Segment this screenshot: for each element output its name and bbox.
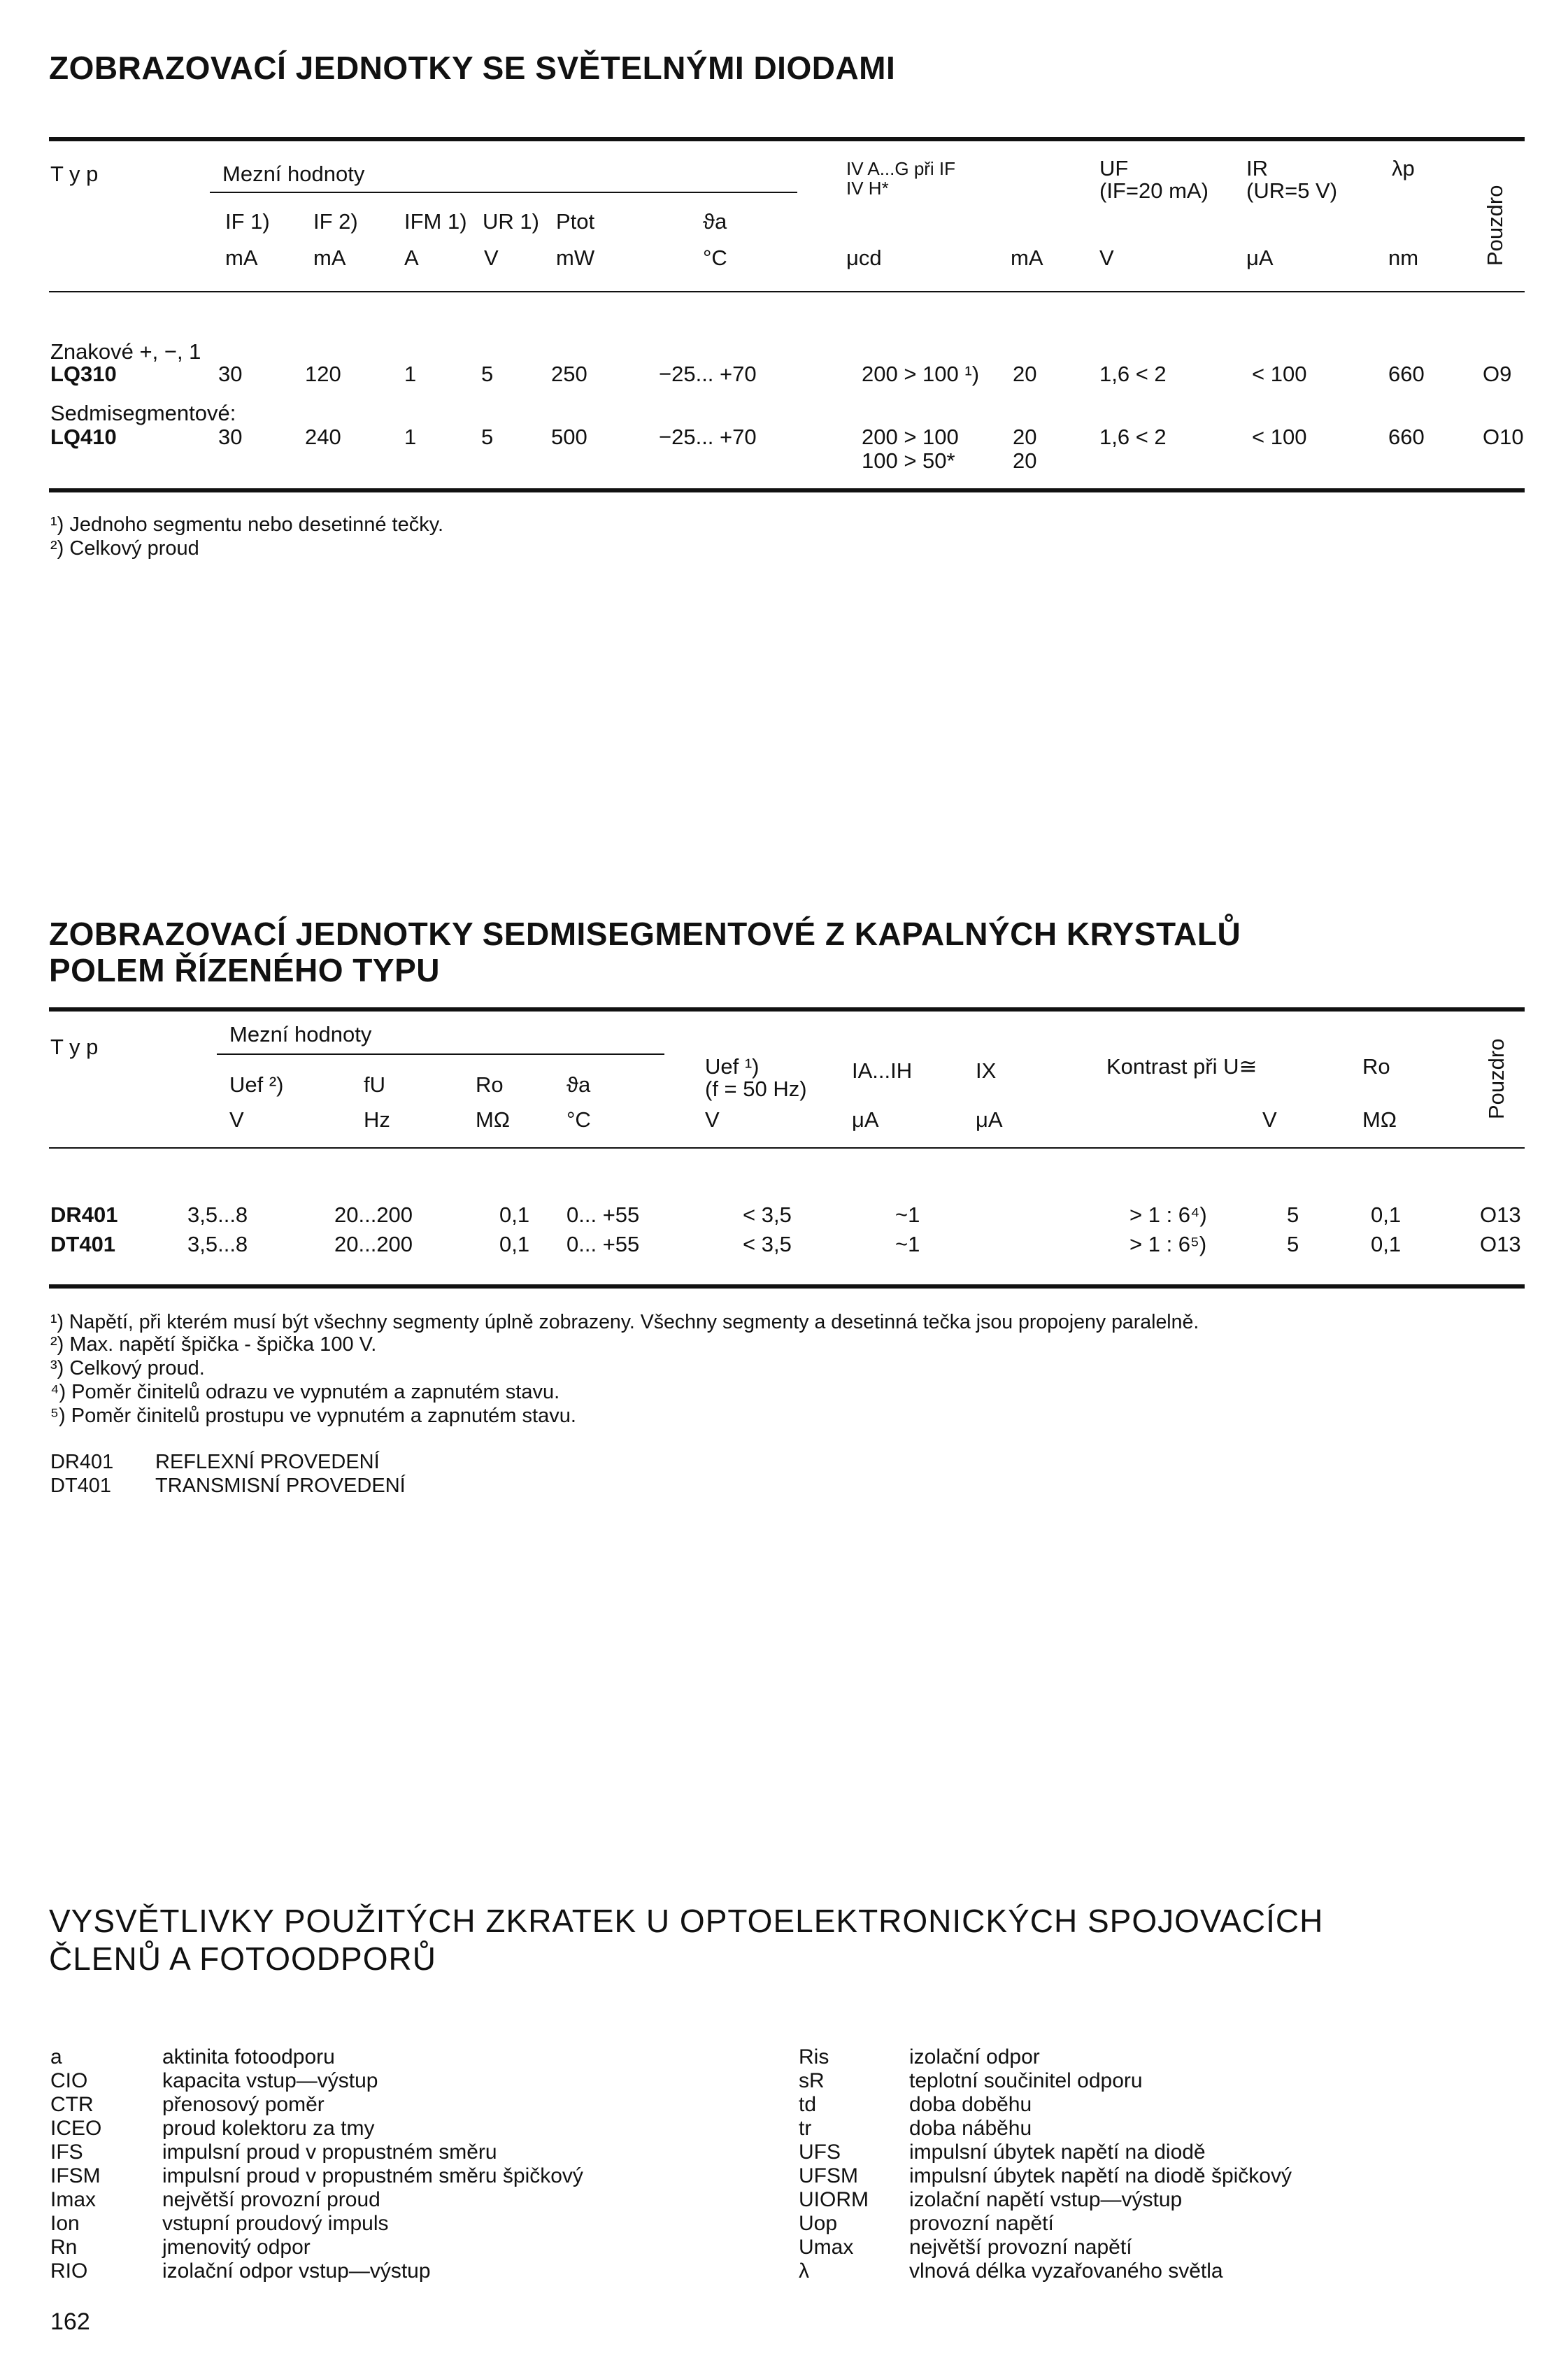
t1-cell: −25... +70 [659,362,757,386]
abbrev-key: UFSM [799,2164,858,2187]
t1-group2: Sedmisegmentové: [50,401,236,425]
t1-header-rule [49,291,1525,292]
abbrev-desc: impulsní úbytek napětí na diodě špičkový [909,2164,1292,2187]
t1-cell: 240 [305,425,341,449]
abbrev-desc: jmenovitý odpor [162,2236,311,2259]
abbrev-desc: izolační napětí vstup—výstup [909,2188,1183,2211]
t1-unit-7: mA [1011,246,1043,270]
t1-sub-if2: IF 2) [313,209,358,234]
t1-cell: 660 [1388,425,1425,449]
t1-header-typ: T y p [50,162,99,186]
t2-header-uef-cond: (f = 50 Hz) [705,1077,807,1101]
t2-header-typ: T y p [50,1035,99,1059]
t1-unit-9: μA [1246,246,1274,270]
t1-cell-extra: 20 [1013,448,1037,473]
t1-cell: 1,6 < 2 [1099,362,1167,386]
abbrev-key: CIO [50,2069,88,2092]
t1-header-pouzdro: Pouzdro [1483,185,1507,266]
t1-cell: 250 [551,362,587,386]
abbrev-desc: kapacita vstup—výstup [162,2069,378,2092]
t2-variant-code: DR401 [50,1451,114,1473]
abbrev-key: UIORM [799,2188,869,2211]
abbrev-key: Rn [50,2236,78,2259]
t1-header-uf: UF [1099,156,1129,180]
abbrev-desc: vlnová délka vyzařovaného světla [909,2259,1223,2283]
t2-cell: 0... +55 [566,1202,640,1227]
t1-cell: 30 [218,425,243,449]
t1-cell: −25... +70 [659,425,757,449]
t1-cell: 200 > 100 [862,425,959,449]
abbrev-desc: největší provozní proud [162,2188,380,2211]
t2-footnote: ³) Celkový proud. [50,1357,205,1379]
t1-cell: 5 [481,425,494,449]
t2-footnote: ¹) Napětí, při kterém musí být všechny segmenty úplně zobrazeny. Všechny segmenty a desetinná tečka jsou propojeny paralelně. [50,1311,1199,1333]
t2-cell: 20...200 [334,1232,413,1256]
t1-cell: 20 [1013,362,1037,386]
t1-header-uf-cond: (IF=20 mA) [1099,178,1209,203]
t1-cell: < 100 [1252,362,1307,386]
abbrev-desc: doba doběhu [909,2093,1032,2116]
table2-top-rule [49,1007,1525,1012]
t2-header-mezni: Mezní hodnoty [229,1022,372,1046]
t1-sub-ptot: Ptot [556,209,595,234]
t2-variant-desc: REFLEXNÍ PROVEDENÍ [155,1451,380,1473]
section2-title-line1: ZOBRAZOVACÍ JEDNOTKY SEDMISEGMENTOVÉ Z KAPALNÝCH KRYSTALŮ [49,916,1241,952]
t1-header-ir: IR [1246,156,1268,180]
t2-unit-4: V [705,1107,720,1132]
t1-header-ivh: IV H* [846,178,889,199]
t2-unit-7: V [1262,1107,1277,1132]
t1-cell: 30 [218,362,243,386]
table1-top-rule [49,137,1525,141]
t2-cell: < 3,5 [743,1202,792,1227]
abbrev-key: ICEO [50,2117,102,2140]
t2-cell: 0,1 [499,1232,530,1256]
table2-bottom-rule [49,1284,1525,1289]
t1-cell: 1,6 < 2 [1099,425,1167,449]
page-number: 162 [50,2308,90,2335]
abbrev-key: Ris [799,2045,829,2068]
t2-cell: 0,1 [1371,1202,1402,1227]
t1-group1: Znakové +, −, 1 [50,339,201,364]
abbrev-desc: proud kolektoru za tmy [162,2117,375,2140]
t2-sub-uef: Uef ²) [229,1072,284,1097]
t1-sub-ifm: IFM 1) [404,209,467,234]
section2-title-line2: POLEM ŘÍZENÉHO TYPU [49,952,440,988]
t1-sub-ur: UR 1) [483,209,539,234]
abbrev-key: IFSM [50,2164,101,2187]
t2-header-ia: IA...IH [852,1058,913,1083]
t1-row-typ: LQ410 [50,425,117,449]
abbrev-desc: impulsní proud v propustném směru špičkový [162,2164,583,2187]
t2-sub-fu: fU [364,1072,385,1097]
t1-cell: O10 [1483,425,1524,449]
t1-mezni-rule [210,192,797,193]
t1-cell: O9 [1483,362,1512,386]
t2-cell: > 1 : 6⁵) [1129,1232,1207,1256]
t2-footnote: ²) Max. napětí špička - špička 100 V. [50,1333,377,1356]
table1-bottom-rule [49,488,1525,492]
abbrev-key: RIO [50,2259,88,2283]
t1-cell: 1 [404,362,417,386]
abbrev-key: IFS [50,2141,83,2164]
t2-cell: 3,5...8 [187,1232,248,1256]
t1-unit-4: mW [556,246,595,270]
t2-unit-0: V [229,1107,244,1132]
t2-cell: O13 [1480,1202,1521,1227]
abbrev-key: Uop [799,2212,838,2235]
t2-cell: < 3,5 [743,1232,792,1256]
t1-cell: 120 [305,362,341,386]
abbrev-key: Ion [50,2212,80,2235]
t2-mezni-rule [217,1053,664,1055]
t1-cell: < 100 [1252,425,1307,449]
abbrev-desc: izolační odpor [909,2045,1040,2068]
section1-title: ZOBRAZOVACÍ JEDNOTKY SE SVĚTELNÝMI DIODAMI [49,50,896,86]
t2-variant-code: DT401 [50,1475,112,1497]
t1-unit-10: nm [1388,246,1419,270]
abbrev-desc: provozní napětí [909,2212,1054,2235]
t2-unit-1: Hz [364,1107,390,1132]
t1-header-lambda: λp [1392,156,1415,180]
t1-unit-8: V [1099,246,1114,270]
section3-title-line2: ČLENŮ A FOTOODPORŮ [49,1940,436,1977]
t2-variant-desc: TRANSMISNÍ PROVEDENÍ [155,1475,406,1497]
t1-header-ir-cond: (UR=5 V) [1246,178,1338,203]
t2-header-kontrast: Kontrast při U≅ [1106,1054,1257,1079]
abbrev-key: Umax [799,2236,854,2259]
t2-cell: 3,5...8 [187,1202,248,1227]
abbrev-desc: aktinita fotoodporu [162,2045,335,2068]
abbrev-key: a [50,2045,62,2068]
abbrev-key: sR [799,2069,825,2092]
t1-footnote: ²) Celkový proud [50,537,199,560]
t2-row-typ: DT401 [50,1232,116,1256]
abbrev-desc: přenosový poměr [162,2093,325,2116]
t1-header-iv: IV A...G při IF [846,158,956,179]
abbrev-key: CTR [50,2093,94,2116]
abbrev-desc: impulsní proud v propustném směru [162,2141,497,2164]
abbrev-key: Imax [50,2188,97,2211]
abbrev-desc: teplotní součinitel odporu [909,2069,1143,2092]
abbrev-desc: největší provozní napětí [909,2236,1132,2259]
t1-cell: 660 [1388,362,1425,386]
t2-header-pouzdro: Pouzdro [1484,1038,1509,1119]
t2-cell: ~1 [895,1232,920,1256]
t2-unit-8: MΩ [1362,1107,1397,1132]
t2-header-uef: Uef ¹) [705,1054,760,1079]
t1-cell: 200 > 100 ¹) [862,362,980,386]
t2-footnote: ⁴) Poměr činitelů odrazu ve vypnutém a zapnutém stavu. [50,1381,560,1403]
t2-cell: > 1 : 6⁴) [1129,1202,1207,1227]
t1-sub-if1: IF 1) [225,209,270,234]
t1-row-typ: LQ310 [50,362,117,386]
t1-unit-2: A [404,246,419,270]
t2-unit-2: MΩ [476,1107,510,1132]
section3-title-line1: VYSVĚTLIVKY POUŽITÝCH ZKRATEK U OPTOELEKTRONICKÝCH SPOJOVACÍCH [49,1903,1324,1939]
t1-cell: 5 [481,362,494,386]
t2-cell: 20...200 [334,1202,413,1227]
t2-header-ro: Ro [1362,1054,1390,1079]
t2-unit-3: °C [566,1107,591,1132]
abbrev-desc: vstupní proudový impuls [162,2212,389,2235]
t2-cell: 0... +55 [566,1232,640,1256]
abbrev-desc: impulsní úbytek napětí na diodě [909,2141,1206,2164]
t2-sub-ro: Ro [476,1072,504,1097]
t2-cell: 5 [1287,1232,1299,1256]
abbrev-desc: doba náběhu [909,2117,1032,2140]
t2-footnote: ⁵) Poměr činitelů prostupu ve vypnutém a zapnutém stavu. [50,1405,576,1427]
abbrev-key: λ [799,2259,809,2283]
t1-unit-1: mA [313,246,346,270]
t2-sub-theta: ϑa [566,1072,591,1097]
t1-cell: 500 [551,425,587,449]
t1-sub-theta: ϑa [703,209,727,234]
t2-row-typ: DR401 [50,1202,118,1227]
t1-header-mezni: Mezní hodnoty [222,162,365,186]
t2-cell: 0,1 [499,1202,530,1227]
abbrev-key: tr [799,2117,812,2140]
abbrev-key: UFS [799,2141,841,2164]
t1-cell-extra: 100 > 50* [862,448,955,473]
abbrev-desc: izolační odpor vstup—výstup [162,2259,431,2283]
t1-footnote: ¹) Jednoho segmentu nebo desetinné tečky. [50,513,444,536]
t1-unit-5: °C [703,246,727,270]
t2-cell: 0,1 [1371,1232,1402,1256]
t1-unit-6: μcd [846,246,882,270]
t1-unit-3: V [484,246,499,270]
t2-cell: 5 [1287,1202,1299,1227]
t1-cell: 20 [1013,425,1037,449]
t1-cell: 1 [404,425,417,449]
abbrev-key: td [799,2093,817,2116]
t1-unit-0: mA [225,246,258,270]
t2-unit-6: μA [976,1107,1003,1132]
t2-header-rule [49,1147,1525,1149]
t2-cell: O13 [1480,1232,1521,1256]
t2-header-ix: IX [976,1058,997,1083]
t2-cell: ~1 [895,1202,920,1227]
t2-unit-5: μA [852,1107,879,1132]
